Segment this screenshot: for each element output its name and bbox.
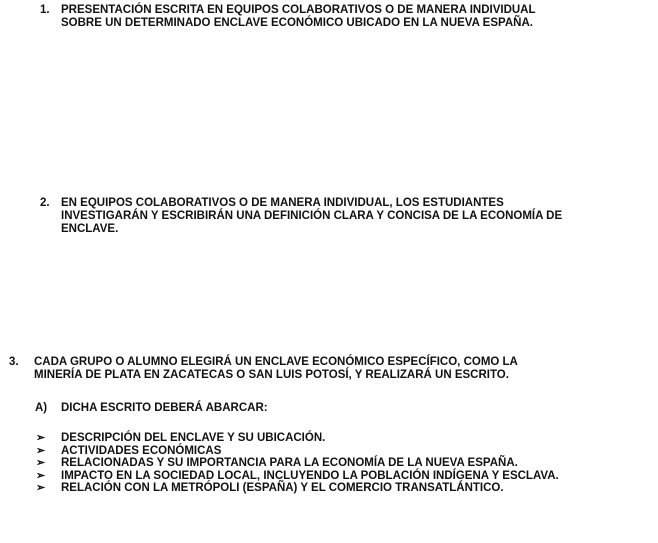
arrow-bullet-icon: ➢ — [36, 432, 46, 444]
item-line: MINERÍA DE PLATA EN ZACATECAS O SAN LUIS POTOSÍ, Y REALIZARÁ UN ESCRITO. — [34, 369, 509, 381]
bullet-item — [0, 482, 658, 495]
item-line: CADA GRUPO O ALUMNO ELEGIRÁ UN ENCLAVE ECONÓMICO ESPECÍFICO, COMO LA — [34, 356, 518, 368]
item-number: 1. — [40, 4, 50, 16]
item-line: INVESTIGARÁN Y ESCRIBIRÁN UNA DEFINICIÓN CLARA Y CONCISA DE LA ECONOMÍA DE — [61, 210, 563, 222]
sub-item-label: A) — [35, 402, 48, 414]
arrow-bullet-icon: ➢ — [36, 457, 46, 469]
bullet-list — [0, 432, 658, 495]
bullet-text: RELACIÓN CON LA METRÓPOLI (ESPAÑA) Y EL COMERCIO TRANSATLÁNTICO. — [61, 482, 504, 494]
item-text — [34, 356, 518, 382]
bullet-item — [0, 432, 658, 445]
item-number: 3. — [9, 356, 19, 368]
arrow-bullet-icon: ➢ — [36, 444, 46, 457]
item-text — [61, 197, 562, 236]
item-line: SOBRE UN DETERMINADO ENCLAVE ECONÓMICO UBICADO EN LA NUEVA ESPAÑA. — [61, 17, 533, 29]
bullet-text: RELACIONADAS Y SU IMPORTANCIA PARA LA ECONOMÍA DE LA NUEVA ESPAÑA. — [61, 457, 518, 469]
arrow-bullet-icon: ➢ — [36, 482, 46, 494]
bullet-text: DESCRIPCIÓN DEL ENCLAVE Y SU UBICACIÓN. — [61, 432, 326, 444]
item-text — [61, 4, 536, 30]
bullet-text: ACTIVIDADES ECONÓMICAS — [61, 444, 222, 457]
arrow-bullet-icon: ➢ — [36, 469, 46, 482]
item-number: 2. — [40, 197, 50, 209]
item-line: PRESENTACIÓN ESCRITA EN EQUIPOS COLABORATIVOS O DE MANERA INDIVIDUAL — [61, 4, 536, 16]
sub-item-text: DICHA ESCRITO DEBERÁ ABARCAR: — [61, 402, 268, 414]
bullet-item — [0, 445, 658, 458]
bullet-text: IMPACTO EN LA SOCIEDAD LOCAL, INCLUYENDO LA POBLACIÓN INDÍGENA Y ESCLAVA. — [61, 469, 559, 482]
bullet-item — [0, 470, 658, 483]
item-line: ENCLAVE. — [61, 223, 119, 235]
item-line: EN EQUIPOS COLABORATIVOS O DE MANERA INDIVIDUAL, LOS ESTUDIANTES — [61, 197, 504, 209]
bullet-item — [0, 457, 658, 470]
